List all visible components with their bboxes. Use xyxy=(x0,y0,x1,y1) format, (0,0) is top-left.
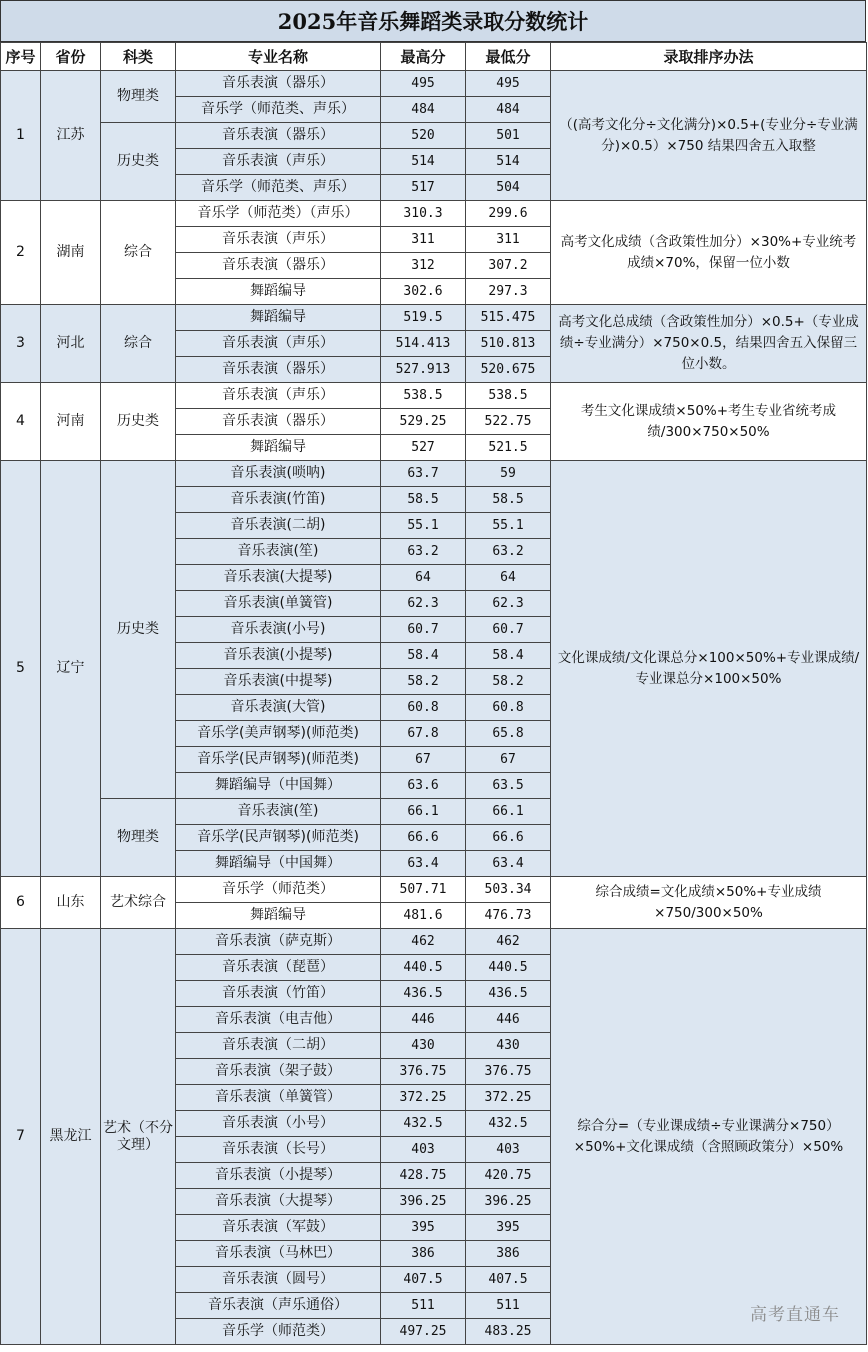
major-name: 音乐表演(唢呐) xyxy=(176,461,381,487)
min-score: 484 xyxy=(466,97,551,123)
max-score: 66.6 xyxy=(381,825,466,851)
min-score: 476.73 xyxy=(466,903,551,929)
major-name: 音乐表演（萨克斯） xyxy=(176,929,381,955)
header-method: 录取排序办法 xyxy=(551,43,867,71)
min-score: 495 xyxy=(466,71,551,97)
major-name: 音乐表演（器乐） xyxy=(176,123,381,149)
min-score: 58.4 xyxy=(466,643,551,669)
max-score: 396.25 xyxy=(381,1189,466,1215)
major-name: 音乐表演（器乐） xyxy=(176,357,381,383)
category-name: 历史类 xyxy=(101,383,176,461)
min-score: 420.75 xyxy=(466,1163,551,1189)
major-name: 音乐表演（声乐） xyxy=(176,149,381,175)
major-name: 音乐表演（器乐） xyxy=(176,253,381,279)
major-name: 音乐表演(大提琴) xyxy=(176,565,381,591)
ranking-method: （(高考文化分÷文化满分)×0.5+(专业分÷专业满分)×0.5）×750 结果四舍五入取整 xyxy=(551,71,867,201)
major-name: 音乐表演（长号） xyxy=(176,1137,381,1163)
major-name: 音乐表演（电吉他） xyxy=(176,1007,381,1033)
max-score: 63.4 xyxy=(381,851,466,877)
category-name: 综合 xyxy=(101,305,176,383)
min-score: 307.2 xyxy=(466,253,551,279)
table-row xyxy=(1,71,867,97)
major-name: 音乐表演（声乐通俗） xyxy=(176,1293,381,1319)
major-name: 音乐表演（单簧管） xyxy=(176,1085,381,1111)
max-score: 462 xyxy=(381,929,466,955)
province-name: 黑龙江 xyxy=(41,929,101,1345)
min-score: 501 xyxy=(466,123,551,149)
province-name: 山东 xyxy=(41,877,101,929)
row-number: 6 xyxy=(1,877,41,929)
row-number: 1 xyxy=(1,71,41,201)
major-name: 音乐表演（圆号） xyxy=(176,1267,381,1293)
max-score: 60.7 xyxy=(381,617,466,643)
min-score: 65.8 xyxy=(466,721,551,747)
header-major: 专业名称 xyxy=(176,43,381,71)
max-score: 58.4 xyxy=(381,643,466,669)
major-name: 音乐学(民声钢琴)(师范类) xyxy=(176,825,381,851)
min-score: 446 xyxy=(466,1007,551,1033)
major-name: 舞蹈编导 xyxy=(176,279,381,305)
major-name: 音乐表演(单簧管) xyxy=(176,591,381,617)
major-name: 音乐表演(中提琴) xyxy=(176,669,381,695)
min-score: 395 xyxy=(466,1215,551,1241)
province-name: 辽宁 xyxy=(41,461,101,877)
major-name: 舞蹈编导（中国舞） xyxy=(176,851,381,877)
table-row xyxy=(1,201,867,227)
max-score: 511 xyxy=(381,1293,466,1319)
major-name: 音乐学(美声钢琴)(师范类) xyxy=(176,721,381,747)
max-score: 538.5 xyxy=(381,383,466,409)
min-score: 311 xyxy=(466,227,551,253)
max-score: 519.5 xyxy=(381,305,466,331)
max-score: 495 xyxy=(381,71,466,97)
row-number: 2 xyxy=(1,201,41,305)
major-name: 音乐表演(小提琴) xyxy=(176,643,381,669)
min-score: 503.34 xyxy=(466,877,551,903)
province-name: 河南 xyxy=(41,383,101,461)
header-no: 序号 xyxy=(1,43,41,71)
row-number: 5 xyxy=(1,461,41,877)
min-score: 66.6 xyxy=(466,825,551,851)
min-score: 58.5 xyxy=(466,487,551,513)
table-row xyxy=(1,877,867,903)
min-score: 520.675 xyxy=(466,357,551,383)
min-score: 297.3 xyxy=(466,279,551,305)
max-score: 67.8 xyxy=(381,721,466,747)
max-score: 497.25 xyxy=(381,1319,466,1345)
major-name: 音乐表演(小号) xyxy=(176,617,381,643)
major-name: 音乐学（师范类） xyxy=(176,1319,381,1345)
min-score: 462 xyxy=(466,929,551,955)
max-score: 395 xyxy=(381,1215,466,1241)
ranking-method: 高考文化成绩（含政策性加分）×30%+专业统考成绩×70%，保留一位小数 xyxy=(551,201,867,305)
max-score: 407.5 xyxy=(381,1267,466,1293)
min-score: 60.7 xyxy=(466,617,551,643)
table-row xyxy=(1,383,867,409)
major-name: 音乐表演(笙) xyxy=(176,799,381,825)
category-name: 物理类 xyxy=(101,799,176,877)
max-score: 436.5 xyxy=(381,981,466,1007)
table-row xyxy=(1,929,867,955)
max-score: 403 xyxy=(381,1137,466,1163)
max-score: 428.75 xyxy=(381,1163,466,1189)
major-name: 音乐表演(二胡) xyxy=(176,513,381,539)
min-score: 440.5 xyxy=(466,955,551,981)
min-score: 62.3 xyxy=(466,591,551,617)
major-name: 音乐表演(大管) xyxy=(176,695,381,721)
max-score: 376.75 xyxy=(381,1059,466,1085)
table-row xyxy=(1,305,867,331)
max-score: 386 xyxy=(381,1241,466,1267)
min-score: 514 xyxy=(466,149,551,175)
category-name: 艺术（不分文理） xyxy=(101,929,176,1345)
max-score: 440.5 xyxy=(381,955,466,981)
max-score: 520 xyxy=(381,123,466,149)
min-score: 521.5 xyxy=(466,435,551,461)
max-score: 67 xyxy=(381,747,466,773)
major-name: 音乐学(民声钢琴)(师范类) xyxy=(176,747,381,773)
province-name: 湖南 xyxy=(41,201,101,305)
min-score: 430 xyxy=(466,1033,551,1059)
max-score: 311 xyxy=(381,227,466,253)
major-name: 音乐学（师范类、声乐） xyxy=(176,175,381,201)
major-name: 音乐表演（器乐） xyxy=(176,71,381,97)
major-name: 舞蹈编导 xyxy=(176,305,381,331)
max-score: 62.3 xyxy=(381,591,466,617)
max-score: 312 xyxy=(381,253,466,279)
max-score: 64 xyxy=(381,565,466,591)
min-score: 510.813 xyxy=(466,331,551,357)
max-score: 529.25 xyxy=(381,409,466,435)
max-score: 63.2 xyxy=(381,539,466,565)
admission-score-table xyxy=(0,42,867,1345)
max-score: 481.6 xyxy=(381,903,466,929)
min-score: 58.2 xyxy=(466,669,551,695)
watermark: 高考直通车 xyxy=(750,1305,840,1325)
table-row xyxy=(1,461,867,487)
ranking-method: 综合成绩=文化成绩×50%+专业成绩×750/300×50% xyxy=(551,877,867,929)
header-min-score: 最低分 xyxy=(466,43,551,71)
major-name: 音乐学（师范类） xyxy=(176,877,381,903)
min-score: 407.5 xyxy=(466,1267,551,1293)
max-score: 66.1 xyxy=(381,799,466,825)
major-name: 音乐表演（架子鼓） xyxy=(176,1059,381,1085)
max-score: 514 xyxy=(381,149,466,175)
category-name: 物理类 xyxy=(101,71,176,123)
major-name: 音乐表演（小提琴） xyxy=(176,1163,381,1189)
major-name: 舞蹈编导 xyxy=(176,435,381,461)
max-score: 527 xyxy=(381,435,466,461)
max-score: 63.7 xyxy=(381,461,466,487)
max-score: 310.3 xyxy=(381,201,466,227)
major-name: 舞蹈编导（中国舞） xyxy=(176,773,381,799)
major-name: 音乐表演（琵琶） xyxy=(176,955,381,981)
major-name: 音乐表演（竹笛） xyxy=(176,981,381,1007)
min-score: 515.475 xyxy=(466,305,551,331)
major-name: 音乐表演(笙) xyxy=(176,539,381,565)
max-score: 55.1 xyxy=(381,513,466,539)
major-name: 音乐表演（二胡） xyxy=(176,1033,381,1059)
max-score: 58.5 xyxy=(381,487,466,513)
min-score: 436.5 xyxy=(466,981,551,1007)
max-score: 514.413 xyxy=(381,331,466,357)
province-name: 河北 xyxy=(41,305,101,383)
min-score: 66.1 xyxy=(466,799,551,825)
major-name: 音乐学（师范类、声乐） xyxy=(176,97,381,123)
min-score: 403 xyxy=(466,1137,551,1163)
major-name: 舞蹈编导 xyxy=(176,903,381,929)
header-province: 省份 xyxy=(41,43,101,71)
header-max-score: 最高分 xyxy=(381,43,466,71)
min-score: 64 xyxy=(466,565,551,591)
max-score: 484 xyxy=(381,97,466,123)
min-score: 432.5 xyxy=(466,1111,551,1137)
min-score: 63.5 xyxy=(466,773,551,799)
major-name: 音乐表演（器乐） xyxy=(176,409,381,435)
max-score: 302.6 xyxy=(381,279,466,305)
min-score: 63.4 xyxy=(466,851,551,877)
min-score: 396.25 xyxy=(466,1189,551,1215)
major-name: 音乐表演（马林巴） xyxy=(176,1241,381,1267)
max-score: 430 xyxy=(381,1033,466,1059)
max-score: 446 xyxy=(381,1007,466,1033)
major-name: 音乐表演（小号） xyxy=(176,1111,381,1137)
min-score: 67 xyxy=(466,747,551,773)
min-score: 522.75 xyxy=(466,409,551,435)
major-name: 音乐表演（声乐） xyxy=(176,331,381,357)
min-score: 63.2 xyxy=(466,539,551,565)
row-number: 4 xyxy=(1,383,41,461)
max-score: 58.2 xyxy=(381,669,466,695)
min-score: 386 xyxy=(466,1241,551,1267)
table-body xyxy=(1,71,867,1345)
max-score: 527.913 xyxy=(381,357,466,383)
category-name: 综合 xyxy=(101,201,176,305)
ranking-method: 综合分=（专业课成绩÷专业课满分×750）×50%+文化课成绩（含照顾政策分）×50% xyxy=(551,929,867,1345)
major-name: 音乐学（师范类）（声乐） xyxy=(176,201,381,227)
major-name: 音乐表演（声乐） xyxy=(176,383,381,409)
ranking-method: 考生文化课成绩×50%+考生专业省统考成绩/300×750×50% xyxy=(551,383,867,461)
max-score: 63.6 xyxy=(381,773,466,799)
min-score: 59 xyxy=(466,461,551,487)
major-name: 音乐表演（声乐） xyxy=(176,227,381,253)
max-score: 507.71 xyxy=(381,877,466,903)
max-score: 432.5 xyxy=(381,1111,466,1137)
ranking-method: 文化课成绩/文化课总分×100×50%+专业课成绩/专业课总分×100×50% xyxy=(551,461,867,877)
min-score: 60.8 xyxy=(466,695,551,721)
min-score: 55.1 xyxy=(466,513,551,539)
table-title: 2025年音乐舞蹈类录取分数统计 xyxy=(0,0,866,42)
category-name: 历史类 xyxy=(101,123,176,201)
max-score: 372.25 xyxy=(381,1085,466,1111)
min-score: 538.5 xyxy=(466,383,551,409)
min-score: 504 xyxy=(466,175,551,201)
major-name: 音乐表演（大提琴） xyxy=(176,1189,381,1215)
min-score: 372.25 xyxy=(466,1085,551,1111)
ranking-method: 高考文化总成绩（含政策性加分）×0.5+（专业成绩÷专业满分）×750×0.5，结果四舍五入保留三位小数。 xyxy=(551,305,867,383)
major-name: 音乐表演(竹笛) xyxy=(176,487,381,513)
header-row xyxy=(1,43,867,71)
max-score: 517 xyxy=(381,175,466,201)
category-name: 艺术综合 xyxy=(101,877,176,929)
min-score: 299.6 xyxy=(466,201,551,227)
category-name: 历史类 xyxy=(101,461,176,799)
min-score: 511 xyxy=(466,1293,551,1319)
province-name: 江苏 xyxy=(41,71,101,201)
max-score: 60.8 xyxy=(381,695,466,721)
row-number: 3 xyxy=(1,305,41,383)
min-score: 376.75 xyxy=(466,1059,551,1085)
header-category: 科类 xyxy=(101,43,176,71)
major-name: 音乐表演（军鼓） xyxy=(176,1215,381,1241)
row-number: 7 xyxy=(1,929,41,1345)
min-score: 483.25 xyxy=(466,1319,551,1345)
